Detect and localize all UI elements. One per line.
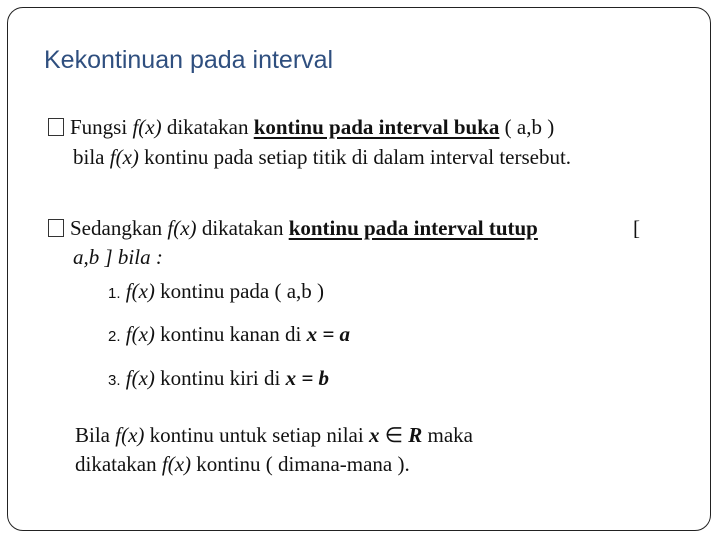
bullet-box-icon <box>48 219 64 237</box>
slide-title: Kekontinuan pada interval <box>44 46 334 74</box>
condition-1: 1. f(x) kontinu pada ( a,b ) <box>108 279 325 303</box>
definition-open-interval: kontinu pada interval buka <box>253 115 500 139</box>
closed-bracket: [ <box>633 216 640 240</box>
bullet-2-line-1: Sedangkan f(x) dikatakan kontinu pada interval tutup <box>70 216 538 240</box>
bullet-box-icon <box>48 118 64 136</box>
condition-3: 3. f(x) kontinu kiri di x = b <box>108 366 330 390</box>
bullet-1-line-2: bila f(x) kontinu pada setiap titik di dalam interval tersebut. <box>73 145 572 169</box>
closing-line-1: Bila f(x) kontinu untuk setiap nilai x ∈ R maka <box>75 423 474 447</box>
definition-closed-interval: kontinu pada interval tutup <box>288 216 538 240</box>
bullet-2-line-2: a,b ] bila : <box>73 245 163 269</box>
closing-line-2: dikatakan f(x) kontinu ( dimana-mana ). <box>75 452 410 476</box>
bullet-1-line-1: Fungsi f(x) dikatakan kontinu pada interval buka ( a,b ) <box>70 115 555 139</box>
condition-2: 2. f(x) kontinu kanan di x = a <box>108 322 351 346</box>
